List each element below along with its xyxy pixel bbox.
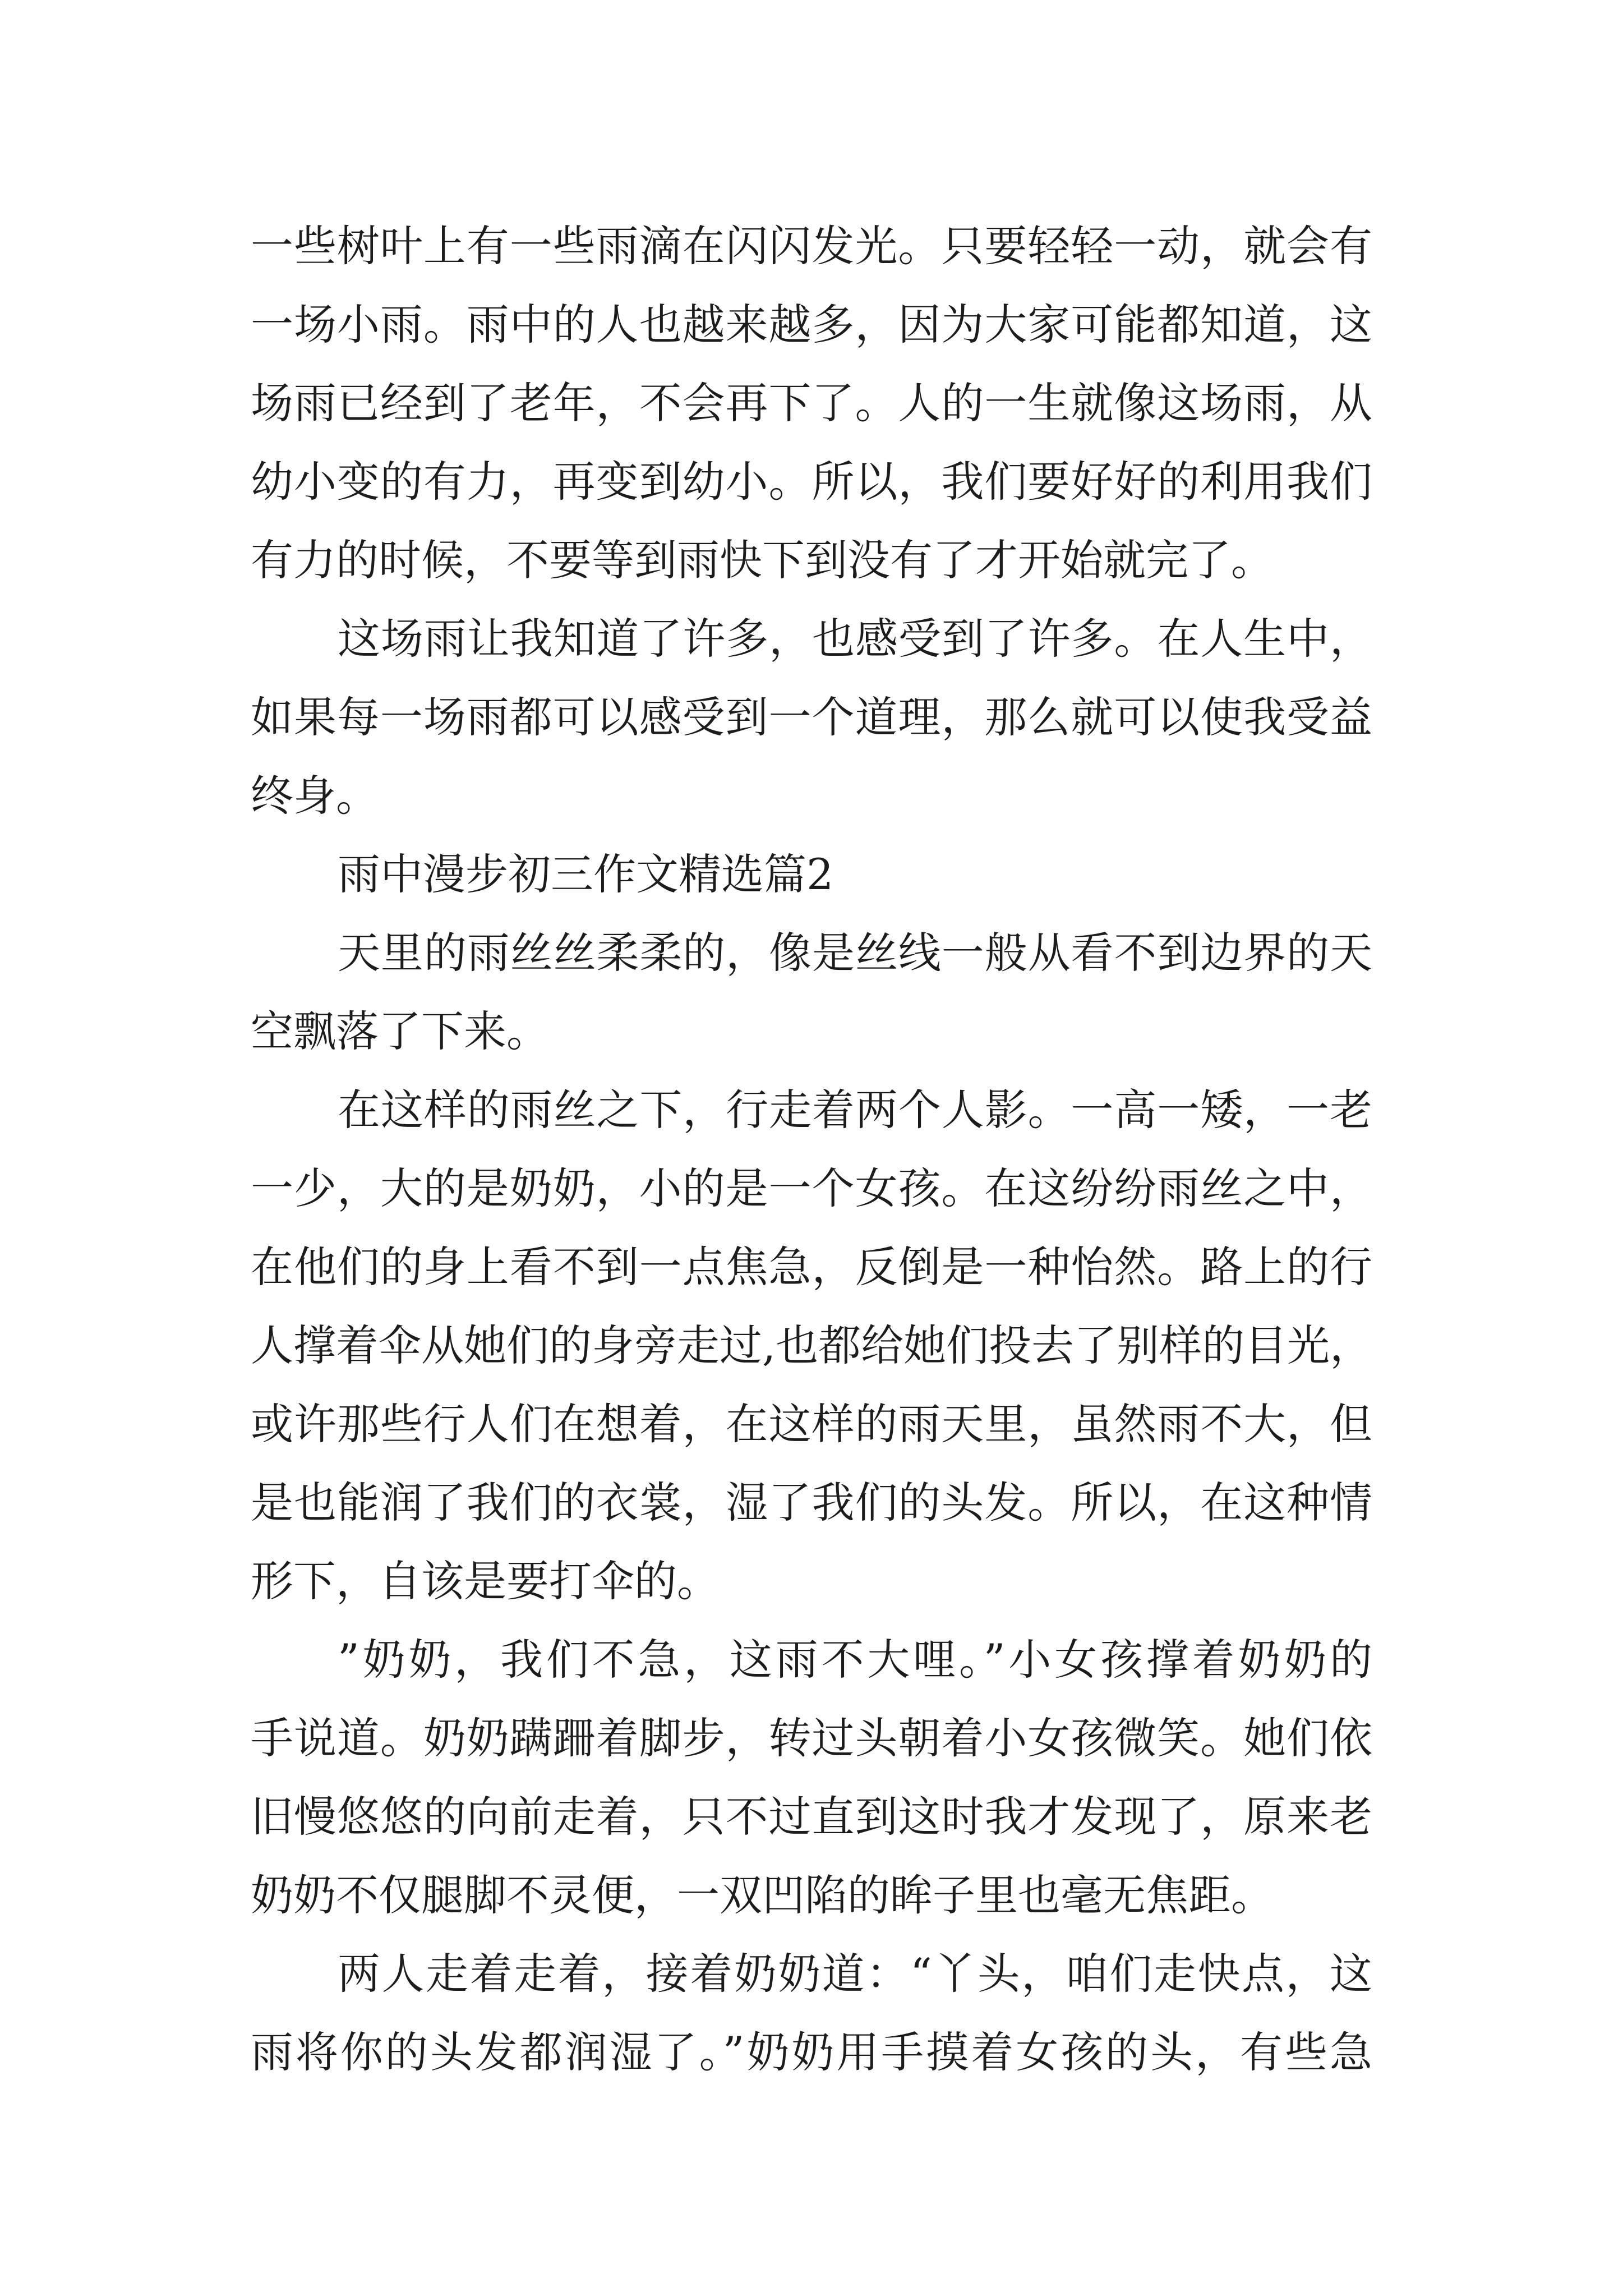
text-line: 人撑着伞从她们的身旁走过,也都给她们投去了别样的目光， (251, 1320, 1373, 1370)
text-line: 终身。 (251, 771, 379, 821)
text-line: 一些树叶上有一些雨滴在闪闪发光。只要轻轻一动，就会有 (251, 221, 1372, 271)
text-line: 如果每一场雨都可以感受到一个道理，那么就可以使我受益 (251, 692, 1372, 742)
text-line: 形下，自该是要打伞的。 (251, 1556, 720, 1606)
text-line: 幼小变的有力，再变到幼小。所以，我们要好好的利用我们 (251, 457, 1372, 507)
text-line: 旧慢悠悠的向前走着，只不过直到这时我才发现了，原来老 (251, 1792, 1372, 1842)
text-line: 一场小雨。雨中的人也越来越多，因为大家可能都知道，这 (251, 300, 1372, 349)
text-line: 奶奶不仅腿脚不灵便，一双凹陷的眸子里也毫无焦距。 (251, 1870, 1274, 1920)
text-line: 一少，大的是奶奶，小的是一个女孩。在这纷纷雨丝之中， (251, 1163, 1372, 1213)
paragraph-first-line: 这场雨让我知道了许多，也感受到了许多。在人生中， (338, 614, 1372, 664)
text-line: 在他们的身上看不到一点焦急，反倒是一种怡然。路上的行 (251, 1242, 1372, 1292)
text-line: 空飘落了下来。 (251, 1006, 549, 1056)
paragraph-first-line: 两人走着走着，接着奶奶道：“丫头，咱们走快点，这 (338, 1949, 1372, 1999)
section-heading: 雨中漫步初三作文精选篇2 (338, 849, 834, 899)
paragraph-first-line: 在这样的雨丝之下，行走着两个人影。一高一矮，一老 (338, 1085, 1372, 1135)
text-line: 或许那些行人们在想着，在这样的雨天里，虽然雨不大，但 (251, 1399, 1372, 1449)
text-line: 手说道。奶奶蹒跚着脚步，转过头朝着小女孩微笑。她们依 (251, 1713, 1372, 1763)
text-line: 有力的时候，不要等到雨快下到没有了才开始就完了。 (251, 535, 1274, 585)
paragraph-first-line: ”奶奶，我们不急，这雨不大哩。”小女孩撑着奶奶的 (338, 1635, 1372, 1685)
text-line: 场雨已经到了老年，不会再下了。人的一生就像这场雨，从 (251, 378, 1372, 428)
text-line: 是也能润了我们的衣裳，湿了我们的头发。所以，在这种情 (251, 1478, 1372, 1527)
text-line: 雨将你的头发都润湿了。”奶奶用手摸着女孩的头，有些急 (251, 2027, 1372, 2077)
paragraph-first-line: 天里的雨丝丝柔柔的，像是丝线一般从看不到边界的天 (338, 928, 1372, 978)
